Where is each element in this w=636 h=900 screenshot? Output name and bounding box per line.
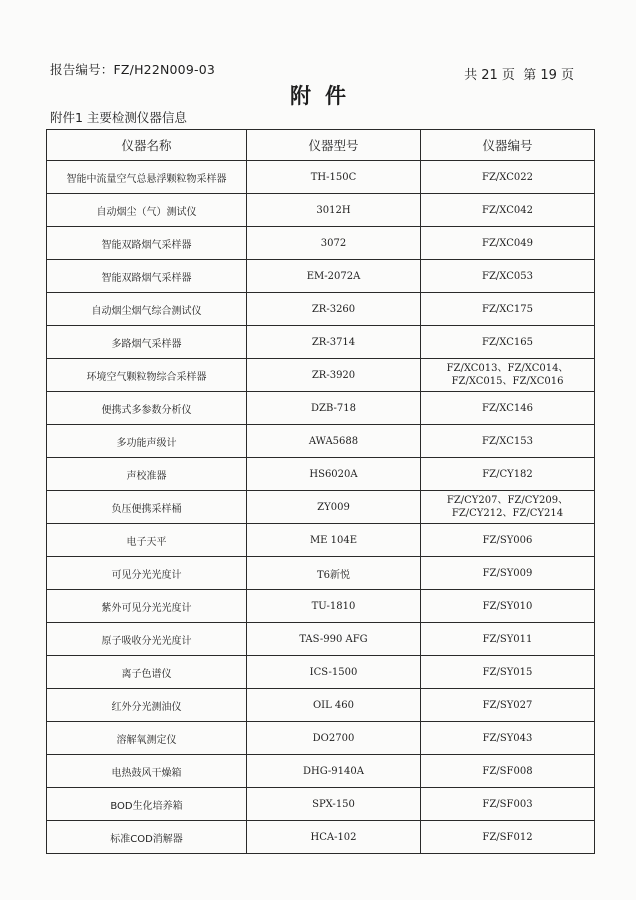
table-row: [47, 392, 595, 425]
instrument-model: HS6020A: [247, 458, 421, 491]
instrument-name: 自动烟尘烟气综合测试仪: [47, 293, 247, 326]
instrument-model: 3012H: [247, 194, 421, 227]
instrument-model: TAS-990 AFG: [247, 623, 421, 656]
table-row: [47, 656, 595, 689]
instrument-number: FZ/XC049: [421, 227, 595, 260]
table-row: [47, 557, 595, 590]
instrument-name: 智能双路烟气采样器: [47, 260, 247, 293]
instrument-name: 多功能声级计: [47, 425, 247, 458]
instrument-model: EM-2072A: [247, 260, 421, 293]
instrument-number: FZ/SY009: [421, 557, 595, 590]
instrument-model: ME 104E: [247, 524, 421, 557]
instrument-table: [46, 129, 595, 854]
instrument-number: FZ/XC022: [421, 161, 595, 194]
instrument-name: BOD生化培养箱: [47, 788, 247, 821]
instrument-number: FZ/XC175: [421, 293, 595, 326]
instrument-model: DHG-9140A: [247, 755, 421, 788]
instrument-model: SPX-150: [247, 788, 421, 821]
instrument-number: FZ/SY011: [421, 623, 595, 656]
instrument-number: FZ/SY006: [421, 524, 595, 557]
table-row: [47, 623, 595, 656]
instrument-number: FZ/SF012: [421, 821, 595, 854]
instrument-name: 可见分光光度计: [47, 557, 247, 590]
instrument-name: 便携式多参数分析仪: [47, 392, 247, 425]
instrument-name: 声校准器: [47, 458, 247, 491]
instrument-number: FZ/SY015: [421, 656, 595, 689]
instrument-number: FZ/XC146: [421, 392, 595, 425]
instrument-number: FZ/XC165: [421, 326, 595, 359]
instrument-number: FZ/SY027: [421, 689, 595, 722]
instrument-name: 多路烟气采样器: [47, 326, 247, 359]
instrument-number: FZ/CY182: [421, 458, 595, 491]
instrument-number: FZ/SF003: [421, 788, 595, 821]
table-row: [47, 326, 595, 359]
instrument-model: ZR-3920: [247, 359, 421, 392]
instrument-name: 红外分光测油仪: [47, 689, 247, 722]
table-row: [47, 161, 595, 194]
instrument-name: 离子色谱仪: [47, 656, 247, 689]
report-number: 报告编号：FZ/H22N009-03: [50, 62, 215, 77]
instrument-model: ZY009: [247, 491, 421, 524]
instrument-model: TH-150C: [247, 161, 421, 194]
instrument-model: ICS-1500: [247, 656, 421, 689]
table-row: [47, 755, 595, 788]
instrument-model: 3072: [247, 227, 421, 260]
instrument-number: FZ/XC053: [421, 260, 595, 293]
instrument-model: DO2700: [247, 722, 421, 755]
table-row: [47, 590, 595, 623]
instrument-model: HCA-102: [247, 821, 421, 854]
instrument-model: T6新悦: [247, 557, 421, 590]
instrument-number: FZ/SY010: [421, 590, 595, 623]
table-row: [47, 722, 595, 755]
table-header-row: [47, 130, 595, 161]
page-title: 附件: [290, 84, 360, 108]
table-row: [47, 458, 595, 491]
instrument-model: ZR-3260: [247, 293, 421, 326]
instrument-number: FZ/XC042: [421, 194, 595, 227]
table-row: [47, 491, 595, 524]
table-row: [47, 821, 595, 854]
instrument-name: 标准COD消解器: [47, 821, 247, 854]
attachment-subtitle: 附件1 主要检测仪器信息: [50, 110, 187, 125]
instrument-name: 原子吸收分光光度计: [47, 623, 247, 656]
instrument-number: FZ/XC013、FZ/XC014、FZ/XC015、FZ/XC016: [421, 359, 595, 392]
instrument-name: 环境空气颗粒物综合采样器: [47, 359, 247, 392]
table-row: [47, 260, 595, 293]
instrument-number: FZ/SY043: [421, 722, 595, 755]
table-row: [47, 293, 595, 326]
table-row: [47, 689, 595, 722]
instrument-number: FZ/CY207、FZ/CY209、FZ/CY212、FZ/CY214: [421, 491, 595, 524]
instrument-name: 智能中流量空气总悬浮颗粒物采样器: [47, 161, 247, 194]
column-header-number: 仪器编号: [421, 130, 595, 161]
instrument-name: 负压便携采样桶: [47, 491, 247, 524]
instrument-number: FZ/SF008: [421, 755, 595, 788]
current-page: 第 19 页: [523, 68, 574, 83]
instrument-model: TU-1810: [247, 590, 421, 623]
total-pages: 共 21 页: [464, 68, 515, 83]
instrument-name: 智能双路烟气采样器: [47, 227, 247, 260]
instrument-name: 电子天平: [47, 524, 247, 557]
table-row: [47, 425, 595, 458]
instrument-model: ZR-3714: [247, 326, 421, 359]
table-row: [47, 227, 595, 260]
table-row: [47, 788, 595, 821]
instrument-name: 电热鼓风干燥箱: [47, 755, 247, 788]
instrument-model: DZB-718: [247, 392, 421, 425]
instrument-model: AWA5688: [247, 425, 421, 458]
instrument-name: 溶解氧测定仪: [47, 722, 247, 755]
table-row: [47, 524, 595, 557]
column-header-name: 仪器名称: [47, 130, 247, 161]
table-row: [47, 359, 595, 392]
instrument-model: OIL 460: [247, 689, 421, 722]
instrument-name: 紫外可见分光光度计: [47, 590, 247, 623]
instrument-number: FZ/XC153: [421, 425, 595, 458]
instrument-name: 自动烟尘（气）测试仪: [47, 194, 247, 227]
column-header-model: 仪器型号: [247, 130, 421, 161]
table-row: [47, 194, 595, 227]
